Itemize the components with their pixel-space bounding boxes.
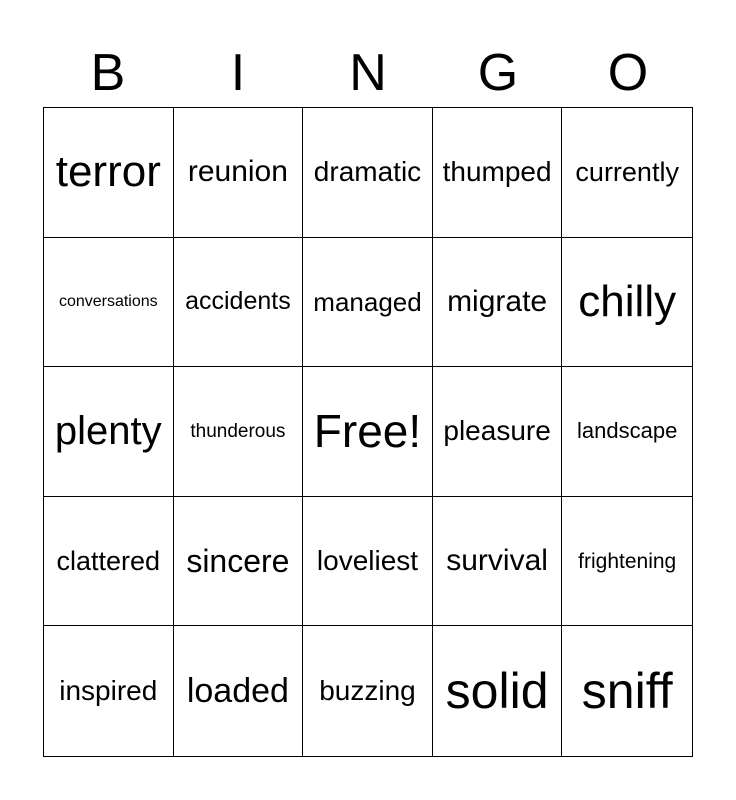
header-letter-o: O [607, 44, 649, 102]
bingo-cell: terror [44, 108, 174, 238]
bingo-cell: accidents [174, 238, 304, 368]
bingo-cell: dramatic [303, 108, 433, 238]
header-letter-n: N [349, 44, 387, 102]
bingo-cell: inspired [44, 626, 174, 756]
bingo-cell: sniff [581, 663, 673, 720]
bingo-cell: loaded [174, 626, 304, 756]
bingo-cell: clattered [44, 497, 174, 627]
bingo-cell: pleasure [433, 367, 563, 497]
bingo-cell: migrate [433, 238, 563, 368]
bingo-cell: thunderous [174, 367, 304, 497]
bingo-cell: managed [303, 238, 433, 368]
bingo-header [43, 40, 693, 106]
bingo-cell: loveliest [303, 497, 433, 627]
header-letter-b: B [90, 44, 126, 102]
bingo-cell: sincere [174, 497, 304, 627]
header-letter-g: G [477, 44, 519, 102]
bingo-cell: solid [433, 626, 563, 756]
bingo-cell: plenty [44, 367, 174, 497]
bingo-cell: conversations [44, 238, 174, 368]
bingo-cell: thumped [433, 108, 563, 238]
bingo-cell: landscape [562, 367, 692, 497]
bingo-cell: currently [562, 108, 692, 238]
bingo-cell: survival [433, 497, 563, 627]
bingo-cell: buzzing [303, 626, 433, 756]
bingo-cell: reunion [174, 108, 304, 238]
bingo-cell: frightening [562, 497, 692, 627]
bingo-board [43, 107, 693, 757]
free-space-cell: Free! [303, 367, 433, 497]
header-letter-i: I [230, 44, 246, 102]
bingo-cell: chilly [562, 238, 692, 368]
